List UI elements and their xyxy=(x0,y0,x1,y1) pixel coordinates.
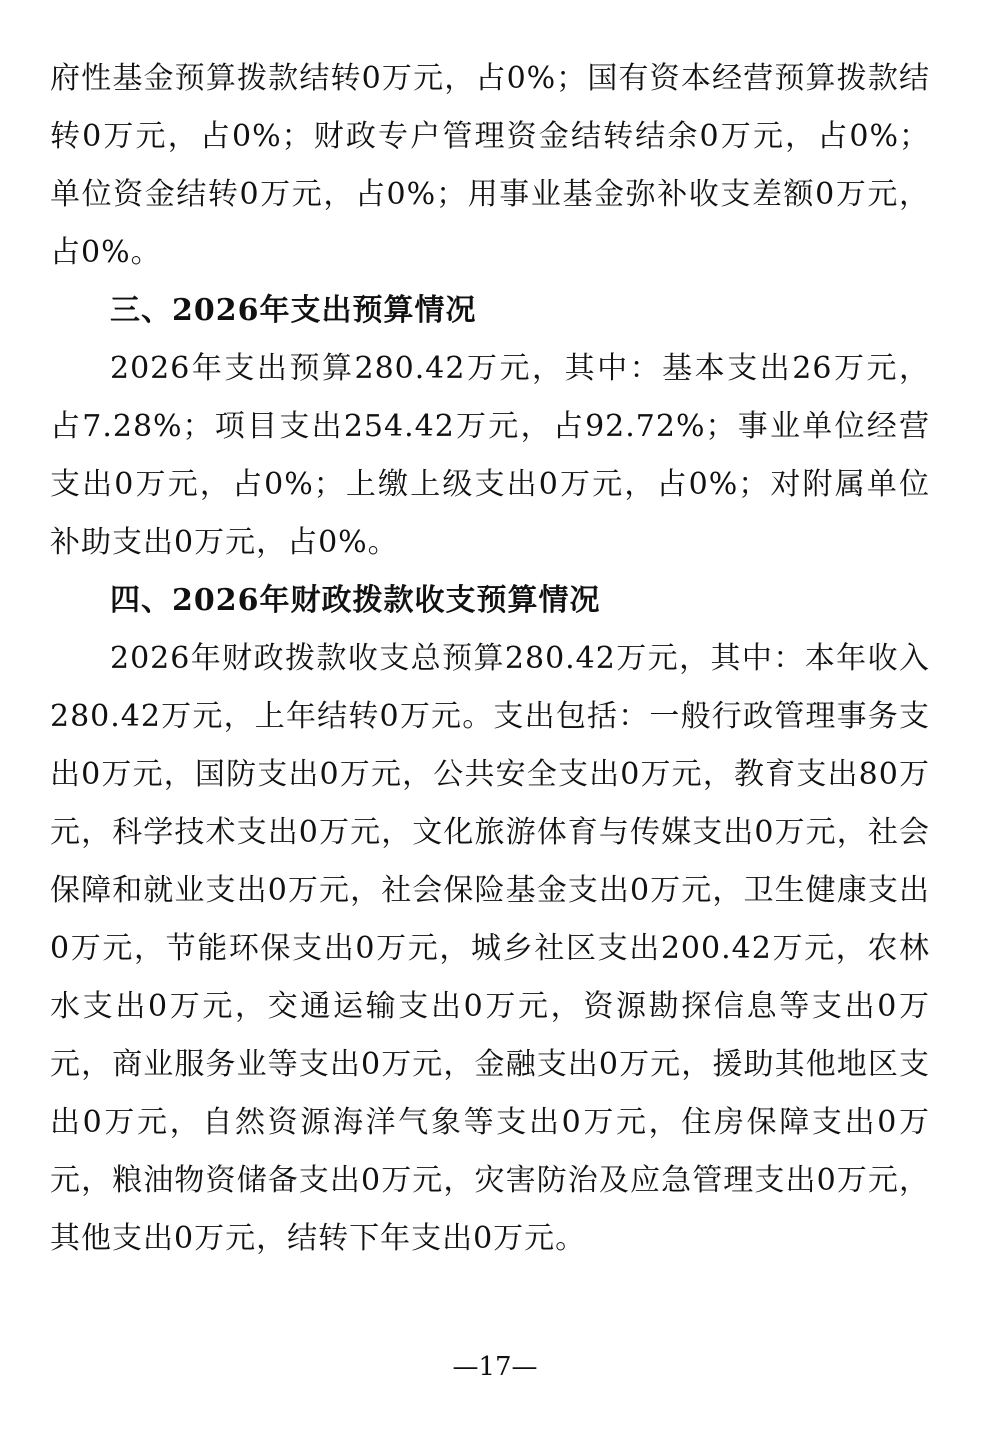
section-three-heading: 三、2026年支出预算情况 xyxy=(110,293,477,328)
section-three-body: 2026年支出预算280.42万元，其中：基本支出26万元，占7.28%；项目支出254.42万元，占92.72%；事业单位经营支出0万元，占0%；上缴上级支出0万元，占0%；对附属单位补助支出0万元，占0%。 xyxy=(50,351,930,560)
section-four-body: 2026年财政拨款收支总预算280.42万元，其中：本年收入280.42万元，上年结转0万元。支出包括：一般行政管理事务支出0万元，国防支出0万元，公共安全支出0万元，教育支出80万元，科学技术支出0万元，文化旅游体育与传媒支出0万元，社会保障和就业支出0万元，社会保险基金支出0万元，卫生健康支出0万元，节能环保支出0万元，城乡社区支出200.42万元，农林水支出0万元，交通运输支出0万元，资源勘探信息等支出0万元，商业服务业等支出0万元，金融支出0万元，援助其他地区支出0万元，自然资源海洋气象等支出0万元，住房保障支出0万元，粮油物资储备支出0万元，灾害防治及应急管理支出0万元，其他支出0万元，结转下年支出0万元。 xyxy=(50,641,930,1256)
section-four-heading: 四、2026年财政拨款收支预算情况 xyxy=(110,583,601,618)
page-number: —17— xyxy=(452,1352,538,1382)
paragraph-continuation: 府性基金预算拨款结转0万元，占0%；国有资本经营预算拨款结转0万元，占0%；财政专户管理资金结转结余0万元，占0%；单位资金结转0万元，占0%；用事业基金弥补收支差额0万元，占0%。 xyxy=(50,61,930,270)
